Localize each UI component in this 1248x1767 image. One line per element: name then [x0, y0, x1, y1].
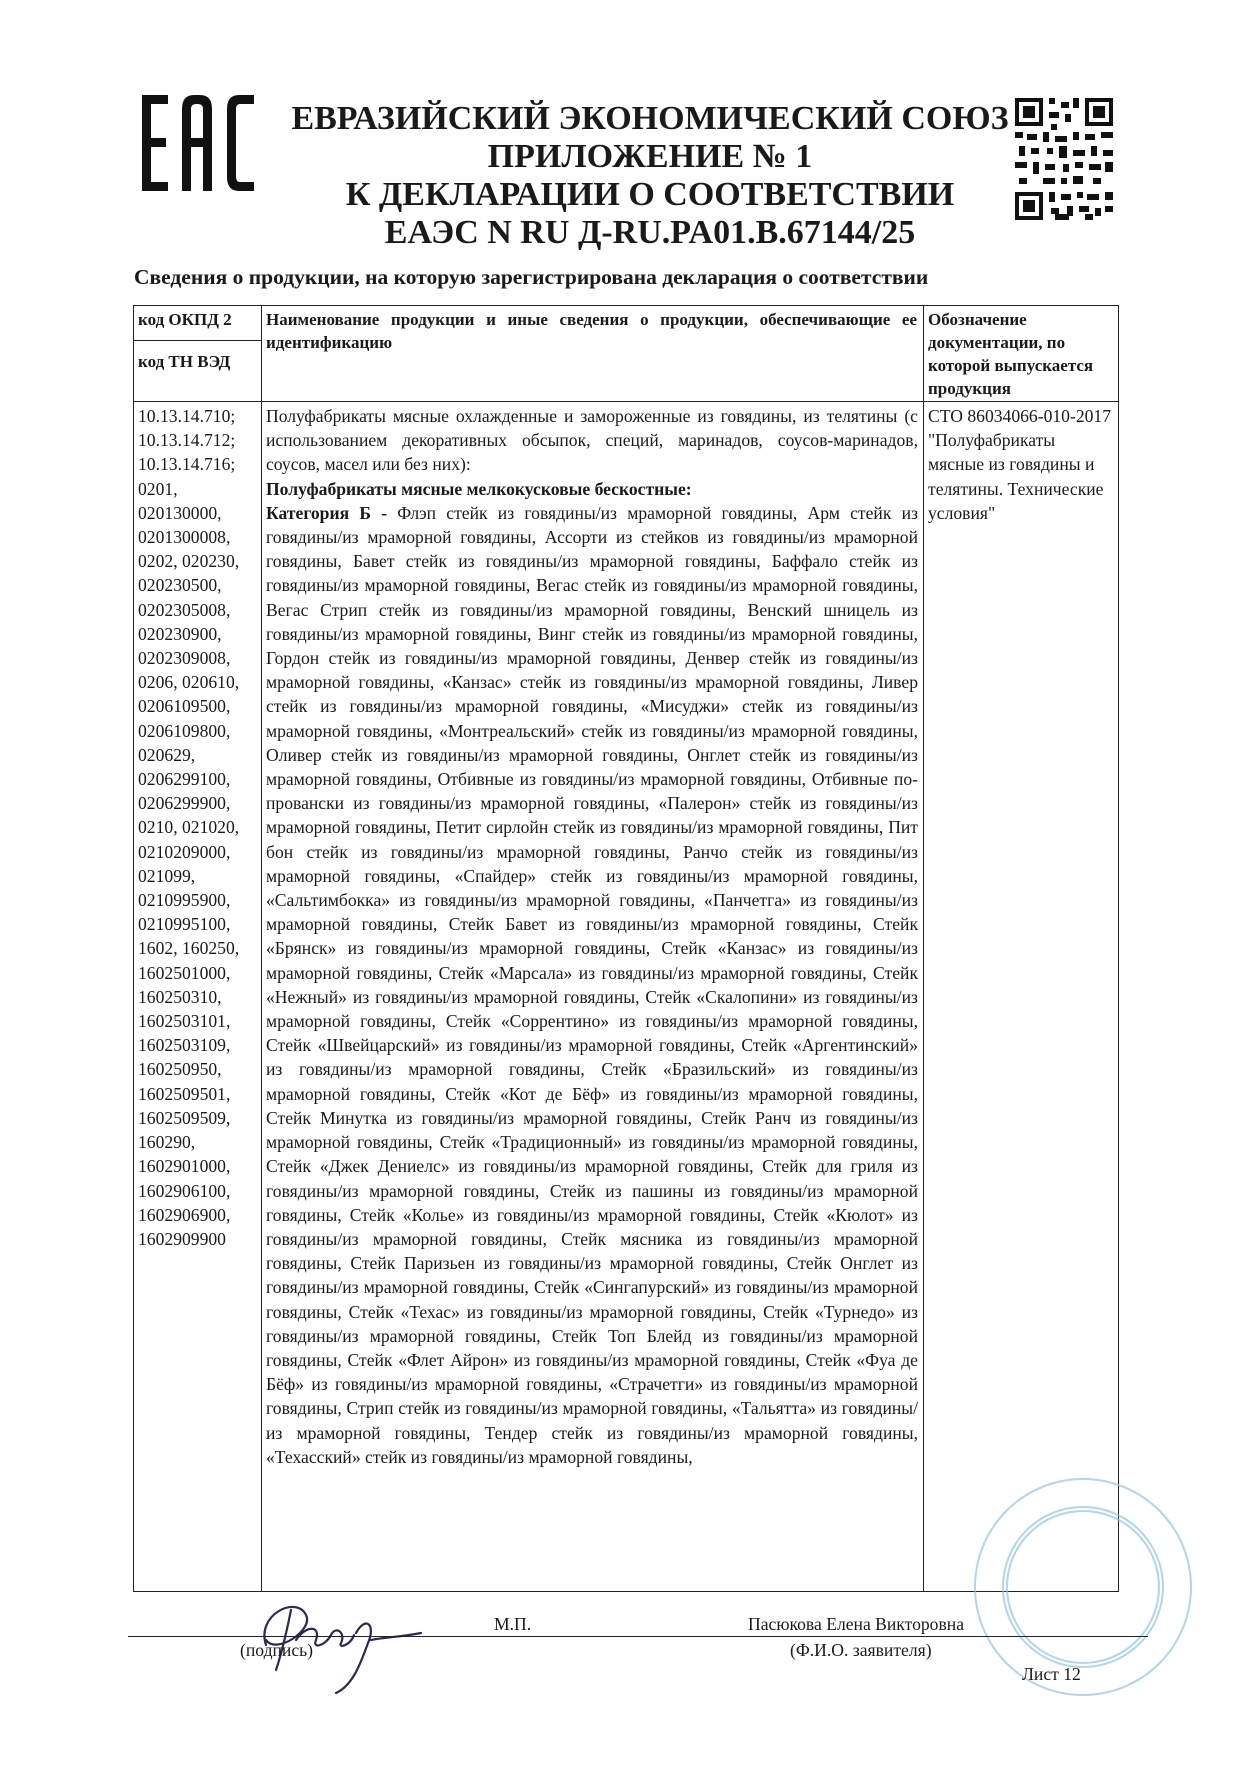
header-okpd-code: код ОКПД 2	[138, 310, 232, 329]
table-header-divider	[134, 340, 261, 341]
product-code: 020230500,	[138, 575, 222, 596]
table-column-divider	[261, 306, 262, 1591]
product-code: 1602503101,	[138, 1011, 231, 1032]
product-description	[266, 404, 918, 1469]
product-code: 0201,	[138, 478, 178, 499]
table-column-divider	[923, 306, 924, 1591]
product-code: 0202, 020230,	[138, 551, 240, 572]
product-code: 160290,	[138, 1132, 196, 1153]
product-code: 021099,	[138, 865, 196, 886]
documentation-standard: СТО 86034066-010-2017 "Полуфабрикаты мясные из говядины и телятины. Технические условия"	[928, 406, 1112, 523]
header-number: ЕАЭС N RU Д-RU.PA01.B.67144/25	[384, 214, 916, 251]
seal-placeholder: М.П.	[494, 1614, 532, 1634]
header-product-name: Наименование продукции и иные сведения о продукции, обеспечивающие ее идентификацию	[266, 310, 917, 352]
product-code: 1602501000,	[138, 962, 231, 983]
product-code: 1602906100,	[138, 1180, 231, 1201]
product-code: 160250310,	[138, 986, 222, 1007]
product-code: 0210, 021020,	[138, 817, 240, 838]
product-category: Категория Б -	[266, 502, 388, 523]
product-code: 1602503109,	[138, 1035, 231, 1056]
product-code: 10.13.14.716;	[138, 454, 236, 475]
product-code: 0210995100,	[138, 914, 231, 935]
product-code: 0201300008,	[138, 527, 231, 548]
header-appendix: ПРИЛОЖЕНИЕ № 1	[487, 138, 813, 175]
eac-logo	[142, 95, 254, 191]
product-codes-list	[138, 404, 260, 1251]
products-table	[133, 305, 1119, 1592]
product-list: Флэп стейк из говядины/из мраморной говядины, Арм стейк из говядины/из мраморной говядины, Ассорти из стейков из говядины/из мраморной говядины, Бавет стейк из говядины/из мраморной говядины, Баффало стейк из говядины/из мраморной говядины, Вегас стейк из говядины/из мраморной говядины, Вегас Стрип стейк из говядины/из мраморной говядины, Венский шницель из говядины/из мраморной говядины, Винг стейк из говядины/из мраморной говядины, Гордон стейк из говядины/из мраморной говядины, Денвер стейк из говядины/из мраморной говядины, «Канзас» стейк из говядины/из мраморной говядины, Ливер стейк из говядины/из мраморной говядины, «Мисуджи» стейк из говядины/из мраморной говядины, «Монтреальский» стейк из говядины/из мраморной говядины, Оливер стейк из говядины/из мраморной говядины, Онглет стейк из говядины/из мраморной говядины, Отбивные из говядины/из мраморной говядины, Отбивные по-провански из говядины/из мраморной говядины, «Палерон» стейк из говядины/из мраморной говядины, Петит сирлойн стейк из говядины/из мраморной говядины, Пит бон стейк из говядины/из мраморной говядины, Ранчо стейк из говядины/из мраморной говядины, «Спайдер» стейк из говядины/из мраморной говядины, «Сальтимбокка» из говядины/из мраморной говядины, «Панчетга» из говядины/из мраморной говядины, Стейк Бавет из говядины/из мраморной говядины, Стейк «Брянск» из говядины/из мраморной говядины, Стейк «Канзас» из говядины/из мраморной говядины, Стейк «Марсала» из говядины/из мраморной говядины, Стейк «Нежный» из говядины/из мраморной говядины, Стейк «Скалопини» из говядины/из мраморной говядины, Стейк «Соррентино» из говядины/из мраморной говядины, Стейк «Швейцарский» из говядины/из мраморной говядины, Стейк «Аргентинский» из говядины/из мраморной говядины, Стейк «Бразильский» из говядины/из мраморной говядины, Стейк «Кот де Бёф» из говядины/из мраморной говядины, Стейк Минутка из говядины/из мраморной говядины, Стейк Ранч из говядины/из мраморной говядины, Стейк «Традиционный» из говядины/из мраморной говядины, Стейк «Джек Дениелс» из говядины/из мраморной говядины, Стейк для гриля из говядины/из мраморной говядины, Стейк из пашины из говядины/из мраморной говядины, Стейк «Колье» из говядины/из мраморной говядины, Стейк «Кюлот» из говядины/из мраморной говядины, Стейк мясника из говядины/из мраморной говядины, Стейк Паризьен из говядины/из мраморной говядины, Стейк Онглет из говядины/из мраморной говядины, Стейк «Сингапурский» из говядины/из мраморной говядины, Стейк «Техас» из говядины/из мраморной говядины, Стейк «Турнедо» из говядины/из мраморной говядины, Стейк Топ Блейд из говядины/из мраморной говядины, Стейк «Флет Айрон» из говядины/из мраморной говядины, Стейк «Фуа де Бёф» из говядины/из мраморной говядины, «Страчетги» из говядины/из мраморной говядины, Стрип стейк из говядины/из мраморной говядины, «Тальятта» из говядины/из мраморной говядины, Тендер стейк из говядины/из мраморной говядины, «Техасский» стейк из говядины/из мраморной говядины,	[266, 502, 918, 1467]
product-code: 1602509501,	[138, 1083, 231, 1104]
product-code: 0210209000,	[138, 841, 231, 862]
seal-stamp-icon	[968, 1472, 1198, 1702]
header-documentation: Обозначение документации, по которой выпускается продукция	[928, 310, 1094, 398]
product-code: 0206109800,	[138, 720, 231, 741]
product-code: 1602, 160250,	[138, 938, 240, 959]
product-code: 1602901000,	[138, 1156, 231, 1177]
product-code: 0202309008,	[138, 648, 231, 669]
product-code: 1602906900,	[138, 1204, 231, 1225]
qr-code-icon	[1015, 98, 1113, 220]
product-code: 0206299900,	[138, 793, 231, 814]
product-code: 0206, 020610,	[138, 672, 240, 693]
sheet-number: Лист 12	[1022, 1664, 1081, 1684]
applicant-caption: (Ф.И.О. заявителя)	[790, 1640, 932, 1660]
applicant-name: Пасюкова Елена Викторовна	[748, 1614, 965, 1634]
signature-caption: (подпись)	[240, 1640, 314, 1660]
header-declaration: К ДЕКЛАРАЦИИ О СООТВЕТСТВИИ	[345, 176, 955, 213]
product-code: 020130000,	[138, 502, 222, 523]
product-code: 1602509509,	[138, 1107, 231, 1128]
header-tnved-code: код ТН ВЭД	[138, 352, 231, 371]
footer-signature-line	[128, 1636, 1148, 1637]
product-code: 10.13.14.712;	[138, 430, 236, 451]
product-intro: Полуфабрикаты мясные охлажденные и замороженные из говядины, из телятины (с использованием декоративных обсыпок, специй, маринадов, соусов-маринадов, соусов, масел или без них):	[266, 406, 918, 475]
product-code: 10.13.14.710;	[138, 406, 236, 426]
products-subtitle: Сведения о продукции, на которую зарегистрирована декларация о соответствии	[134, 265, 929, 289]
product-subheading: Полуфабрикаты мясные мелкокусковые бескостные:	[266, 478, 692, 499]
header-union: ЕВРАЗИЙСКИЙ ЭКОНОМИЧЕСКИЙ СОЮЗ	[291, 100, 1009, 137]
product-code: 160250950,	[138, 1059, 222, 1080]
product-code: 020230900,	[138, 623, 222, 644]
product-code: 1602909900	[138, 1228, 226, 1249]
product-code: 0210995900,	[138, 890, 231, 911]
product-code: 0206299100,	[138, 769, 231, 790]
document-header	[290, 100, 1010, 252]
product-code: 0206109500,	[138, 696, 231, 717]
product-code: 0202305008,	[138, 599, 231, 620]
product-code: 020629,	[138, 744, 196, 765]
table-header-bottom	[134, 401, 1118, 402]
